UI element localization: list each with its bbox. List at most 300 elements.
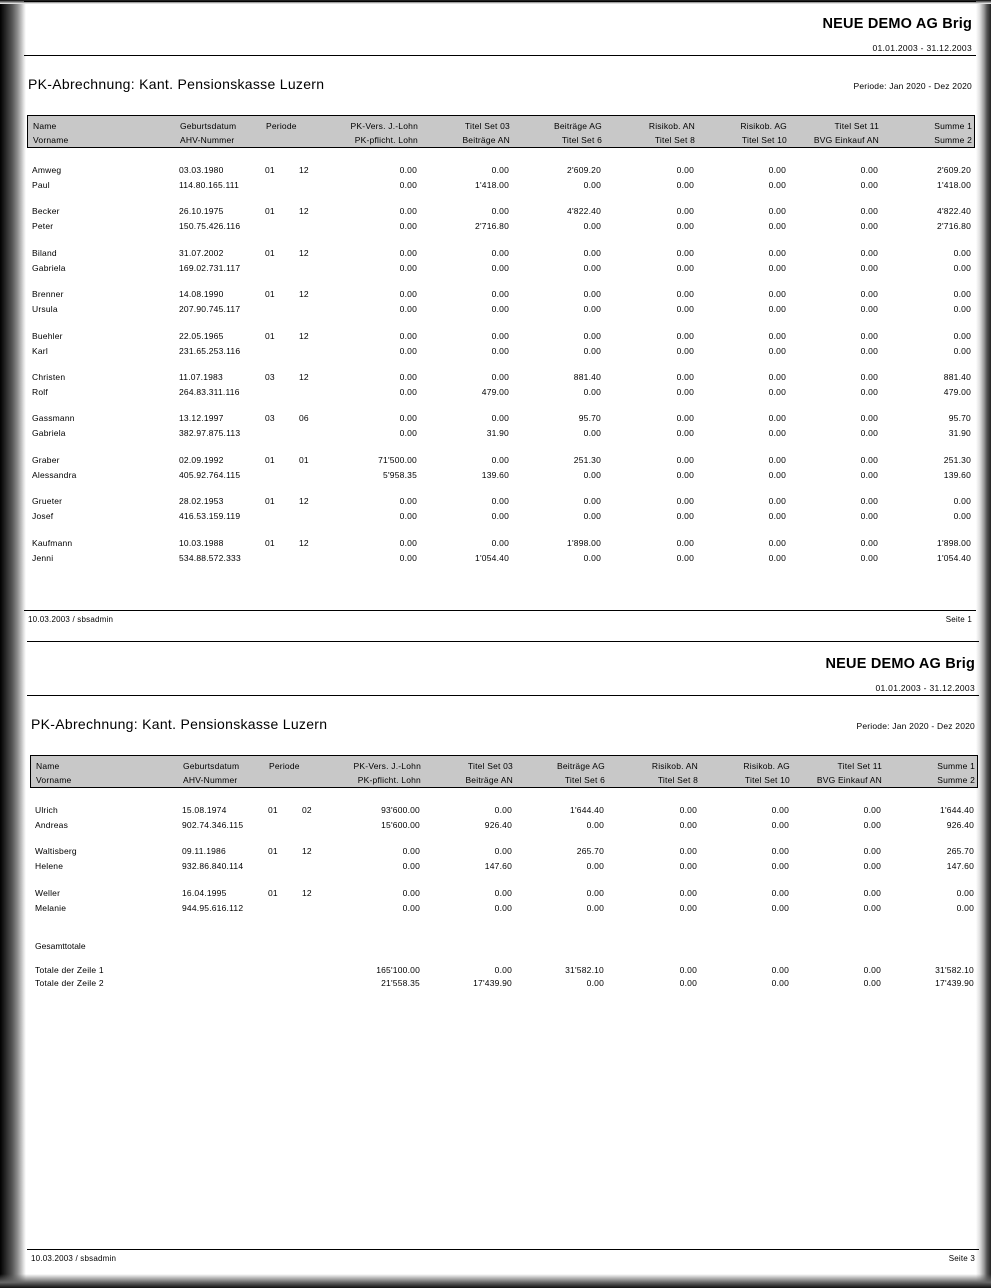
row1-value-3: 0.00 <box>679 805 697 815</box>
row2-value-3: 0.00 <box>676 553 694 563</box>
ahv-number: 416.53.159.119 <box>179 511 241 521</box>
row2-value-4: 0.00 <box>768 511 786 521</box>
total-line2-value-6: 17'439.90 <box>935 978 974 988</box>
row1-value-0: 0.00 <box>399 165 417 175</box>
employee-name: Waltisberg <box>35 846 77 856</box>
employee-name: Weller <box>35 888 61 898</box>
ahv-number: 207.90.745.117 <box>179 304 241 314</box>
row1-value-4: 0.00 <box>768 372 786 382</box>
period-from: 01 <box>268 888 278 898</box>
total-line1-label: Totale der Zeile 1 <box>35 965 104 975</box>
row2-value-6: 0.00 <box>953 511 971 521</box>
period-to: 12 <box>302 846 312 856</box>
row2-value-2: 0.00 <box>583 221 601 231</box>
row1-value-3: 0.00 <box>676 496 694 506</box>
column-header-2-9: Summe 2 <box>937 775 975 785</box>
row2-value-0: 0.00 <box>399 221 417 231</box>
total-line1-value-2: 31'582.10 <box>565 965 604 975</box>
date-range: 01.01.2003 - 31.12.2003 <box>872 43 972 53</box>
employee-firstname: Jenni <box>32 553 54 563</box>
total-line1-value-4: 0.00 <box>771 965 789 975</box>
row2-value-6: 0.00 <box>953 346 971 356</box>
row2-value-0: 0.00 <box>399 553 417 563</box>
period-from: 01 <box>265 165 275 175</box>
footer-user-date: 10.03.2003 / sbsadmin <box>31 1254 117 1263</box>
row1-value-3: 0.00 <box>676 413 694 423</box>
report-title: PK-Abrechnung: Kant. Pensionskasse Luzern <box>28 76 325 92</box>
period-from: 01 <box>265 331 275 341</box>
header-rule-bottom <box>24 55 976 56</box>
row2-value-6: 31.90 <box>948 428 971 438</box>
period-from: 03 <box>265 413 275 423</box>
row1-value-3: 0.00 <box>676 372 694 382</box>
row2-value-4: 0.00 <box>771 861 789 871</box>
row1-value-0: 0.00 <box>399 496 417 506</box>
row1-value-0: 0.00 <box>399 206 417 216</box>
employee-firstname: Paul <box>32 180 50 190</box>
row2-value-6: 926.40 <box>946 820 974 830</box>
footer-user-date: 10.03.2003 / sbsadmin <box>28 615 114 624</box>
row1-value-5: 0.00 <box>860 248 878 258</box>
row2-value-5: 0.00 <box>863 820 881 830</box>
row2-value-3: 0.00 <box>676 511 694 521</box>
row2-value-1: 1'418.00 <box>475 180 509 190</box>
column-header-2-6: Titel Set 8 <box>657 775 698 785</box>
row2-value-6: 0.00 <box>953 263 971 273</box>
employee-name: Amweg <box>32 165 62 175</box>
row1-value-1: 0.00 <box>491 289 509 299</box>
column-header-1-6: Risikob. AN <box>648 121 695 131</box>
row2-value-2: 0.00 <box>583 180 601 190</box>
row1-value-1: 0.00 <box>491 206 509 216</box>
row1-value-2: 0.00 <box>586 888 604 898</box>
period-to: 12 <box>299 165 309 175</box>
row1-value-5: 0.00 <box>860 496 878 506</box>
column-header-2-4: Beiträge AN <box>465 775 513 785</box>
column-header-1-7: Risikob. AG <box>740 121 787 131</box>
column-header-2-0: Vorname <box>36 775 72 785</box>
row1-value-5: 0.00 <box>860 289 878 299</box>
row1-value-6: 251.30 <box>943 455 971 465</box>
row2-value-0: 0.00 <box>402 903 420 913</box>
employee-firstname: Rolf <box>32 387 48 397</box>
row2-value-6: 1'418.00 <box>937 180 971 190</box>
row2-value-2: 0.00 <box>583 511 601 521</box>
row1-value-0: 0.00 <box>399 538 417 548</box>
total-line1-value-6: 31'582.10 <box>935 965 974 975</box>
row1-value-3: 0.00 <box>676 165 694 175</box>
row2-value-4: 0.00 <box>771 903 789 913</box>
row2-value-5: 0.00 <box>860 387 878 397</box>
ahv-number: 150.75.426.116 <box>179 221 241 231</box>
row2-value-6: 147.60 <box>946 861 974 871</box>
total-line2-value-1: 17'439.90 <box>473 978 512 988</box>
column-header-2-4: Beiträge AN <box>462 135 510 145</box>
row2-value-6: 0.00 <box>956 903 974 913</box>
row2-value-2: 0.00 <box>583 470 601 480</box>
row1-value-4: 0.00 <box>768 455 786 465</box>
row1-value-0: 0.00 <box>399 289 417 299</box>
row1-value-6: 881.40 <box>943 372 971 382</box>
column-header-2-9: Summe 2 <box>934 135 972 145</box>
row1-value-2: 1'644.40 <box>570 805 604 815</box>
employee-firstname: Karl <box>32 346 48 356</box>
row2-value-3: 0.00 <box>679 903 697 913</box>
row1-value-4: 0.00 <box>771 846 789 856</box>
period-from: 01 <box>265 289 275 299</box>
row2-value-5: 0.00 <box>860 180 878 190</box>
row1-value-2: 881.40 <box>573 372 601 382</box>
row2-value-0: 0.00 <box>399 346 417 356</box>
row2-value-2: 0.00 <box>586 903 604 913</box>
row2-value-1: 31.90 <box>486 428 509 438</box>
row1-value-0: 93'600.00 <box>381 805 420 815</box>
column-header-2-0: Vorname <box>33 135 69 145</box>
row1-value-6: 1'644.40 <box>940 805 974 815</box>
employee-firstname: Helene <box>35 861 64 871</box>
row2-value-2: 0.00 <box>583 304 601 314</box>
row1-value-2: 251.30 <box>573 455 601 465</box>
period-to: 12 <box>299 372 309 382</box>
period-to: 12 <box>302 888 312 898</box>
row1-value-3: 0.00 <box>676 455 694 465</box>
row2-value-5: 0.00 <box>860 304 878 314</box>
row1-value-3: 0.00 <box>676 206 694 216</box>
row1-value-5: 0.00 <box>860 331 878 341</box>
row2-value-2: 0.00 <box>586 861 604 871</box>
row2-value-4: 0.00 <box>768 553 786 563</box>
row2-value-3: 0.00 <box>676 304 694 314</box>
ahv-number: 169.02.731.117 <box>179 263 241 273</box>
row2-value-5: 0.00 <box>860 346 878 356</box>
row2-value-0: 0.00 <box>399 387 417 397</box>
employee-name: Ulrich <box>35 805 58 815</box>
footer-page-number: Seite 1 <box>945 615 972 624</box>
row2-value-2: 0.00 <box>583 553 601 563</box>
row2-value-5: 0.00 <box>860 221 878 231</box>
row2-value-5: 0.00 <box>860 511 878 521</box>
column-header-2-5: Titel Set 6 <box>561 135 602 145</box>
row1-value-1: 0.00 <box>494 805 512 815</box>
row1-value-5: 0.00 <box>860 538 878 548</box>
row1-value-2: 0.00 <box>583 331 601 341</box>
row1-value-5: 0.00 <box>860 165 878 175</box>
birth-date: 09.11.1986 <box>182 846 226 856</box>
employee-name: Buehler <box>32 331 63 341</box>
grand-total-title: Gesamttotale <box>35 941 86 951</box>
row2-value-4: 0.00 <box>768 470 786 480</box>
row1-value-6: 0.00 <box>953 496 971 506</box>
row1-value-5: 0.00 <box>860 413 878 423</box>
ahv-number: 534.88.572.333 <box>179 553 241 563</box>
row2-value-2: 0.00 <box>583 263 601 273</box>
column-header-1-1: Geburtsdatum <box>180 121 237 131</box>
row1-value-1: 0.00 <box>491 331 509 341</box>
row2-value-4: 0.00 <box>768 346 786 356</box>
column-header-2-1: AHV-Nummer <box>183 775 238 785</box>
column-header-1-9: Summe 1 <box>937 761 975 771</box>
employee-name: Grueter <box>32 496 63 506</box>
ahv-number: 932.86.840.114 <box>182 861 244 871</box>
row2-value-1: 1'054.40 <box>475 553 509 563</box>
column-header-1-8: Titel Set 11 <box>834 121 879 131</box>
row1-value-2: 4'822.40 <box>567 206 601 216</box>
row1-value-1: 0.00 <box>491 165 509 175</box>
total-line2-value-4: 0.00 <box>771 978 789 988</box>
row1-value-0: 0.00 <box>399 331 417 341</box>
row1-value-3: 0.00 <box>676 248 694 258</box>
ahv-number: 231.65.253.116 <box>179 346 241 356</box>
birth-date: 13.12.1997 <box>179 413 224 423</box>
table-header <box>30 755 978 788</box>
row1-value-1: 0.00 <box>491 455 509 465</box>
row1-value-4: 0.00 <box>771 805 789 815</box>
birth-date: 03.03.1980 <box>179 165 224 175</box>
row2-value-2: 0.00 <box>583 428 601 438</box>
employee-name: Becker <box>32 206 60 216</box>
row1-value-6: 0.00 <box>953 289 971 299</box>
row1-value-1: 0.00 <box>491 248 509 258</box>
birth-date: 02.09.1992 <box>179 455 224 465</box>
column-header-2-8: BVG Einkauf AN <box>816 775 882 785</box>
row2-value-5: 0.00 <box>863 903 881 913</box>
row2-value-6: 0.00 <box>953 304 971 314</box>
row1-value-6: 4'822.40 <box>937 206 971 216</box>
row2-value-1: 0.00 <box>491 263 509 273</box>
frame-shadow-bottom <box>0 1274 991 1288</box>
row1-value-1: 0.00 <box>491 496 509 506</box>
report-period: Periode: Jan 2020 - Dez 2020 <box>853 81 972 91</box>
column-header-1-6: Risikob. AN <box>651 761 698 771</box>
employee-firstname: Alessandra <box>32 470 77 480</box>
birth-date: 26.10.1975 <box>179 206 224 216</box>
row1-value-2: 2'609.20 <box>567 165 601 175</box>
employee-name: Gassmann <box>32 413 75 423</box>
total-line2-value-2: 0.00 <box>586 978 604 988</box>
row1-value-4: 0.00 <box>768 331 786 341</box>
total-line1-value-5: 0.00 <box>863 965 881 975</box>
date-range: 01.01.2003 - 31.12.2003 <box>875 683 975 693</box>
row1-value-2: 0.00 <box>583 248 601 258</box>
row2-value-0: 0.00 <box>399 511 417 521</box>
row1-value-5: 0.00 <box>860 206 878 216</box>
row2-value-1: 0.00 <box>491 511 509 521</box>
column-header-1-3: PK-Vers. J.-Lohn <box>350 121 418 131</box>
row2-value-0: 0.00 <box>399 180 417 190</box>
column-header-1-0: Name <box>36 761 60 771</box>
row2-value-1: 0.00 <box>494 903 512 913</box>
total-line2-value-3: 0.00 <box>679 978 697 988</box>
row1-value-1: 0.00 <box>491 413 509 423</box>
row2-value-1: 479.00 <box>481 387 509 397</box>
row1-value-1: 0.00 <box>494 846 512 856</box>
row1-value-2: 0.00 <box>583 496 601 506</box>
row2-value-3: 0.00 <box>676 221 694 231</box>
row1-value-4: 0.00 <box>771 888 789 898</box>
employee-firstname: Melanie <box>35 903 67 913</box>
row2-value-4: 0.00 <box>768 263 786 273</box>
employee-name: Christen <box>32 372 66 382</box>
row1-value-0: 0.00 <box>399 248 417 258</box>
report-title: PK-Abrechnung: Kant. Pensionskasse Luzern <box>31 716 328 732</box>
period-to: 01 <box>299 455 309 465</box>
row1-value-3: 0.00 <box>676 289 694 299</box>
row2-value-6: 2'716.80 <box>937 221 971 231</box>
row2-value-6: 139.60 <box>943 470 971 480</box>
column-header-1-8: Titel Set 11 <box>837 761 882 771</box>
row1-value-1: 0.00 <box>494 888 512 898</box>
row1-value-6: 95.70 <box>948 413 971 423</box>
row2-value-5: 0.00 <box>860 553 878 563</box>
column-header-2-1: AHV-Nummer <box>180 135 235 145</box>
row2-value-0: 5'958.35 <box>383 470 417 480</box>
row1-value-2: 95.70 <box>578 413 601 423</box>
column-header-1-4: Titel Set 03 <box>467 761 513 771</box>
period-to: 12 <box>299 538 309 548</box>
employee-firstname: Ursula <box>32 304 58 314</box>
row1-value-0: 0.00 <box>399 372 417 382</box>
row1-value-6: 0.00 <box>953 248 971 258</box>
row1-value-4: 0.00 <box>768 248 786 258</box>
birth-date: 11.07.1983 <box>179 372 223 382</box>
row1-value-4: 0.00 <box>768 538 786 548</box>
row2-value-4: 0.00 <box>768 180 786 190</box>
row1-value-6: 2'609.20 <box>937 165 971 175</box>
row1-value-4: 0.00 <box>768 165 786 175</box>
row1-value-1: 0.00 <box>491 372 509 382</box>
row1-value-4: 0.00 <box>768 413 786 423</box>
period-from: 01 <box>268 846 278 856</box>
row1-value-5: 0.00 <box>860 372 878 382</box>
employee-name: Graber <box>32 455 60 465</box>
header-rule-bottom <box>27 695 979 696</box>
ahv-number: 944.95.616.112 <box>182 903 244 913</box>
row1-value-4: 0.00 <box>768 496 786 506</box>
birth-date: 15.08.1974 <box>182 805 227 815</box>
row2-value-1: 147.60 <box>484 861 512 871</box>
period-from: 01 <box>265 248 275 258</box>
report-page-1 <box>24 0 976 632</box>
report-period: Periode: Jan 2020 - Dez 2020 <box>856 721 975 731</box>
column-header-1-5: Beiträge AG <box>556 761 605 771</box>
row2-value-2: 0.00 <box>583 387 601 397</box>
row2-value-3: 0.00 <box>676 346 694 356</box>
row2-value-1: 926.40 <box>484 820 512 830</box>
row2-value-0: 0.00 <box>399 304 417 314</box>
total-line2-value-0: 21'558.35 <box>381 978 420 988</box>
employee-firstname: Peter <box>32 221 54 231</box>
row1-value-6: 0.00 <box>956 888 974 898</box>
row2-value-3: 0.00 <box>676 428 694 438</box>
row2-value-4: 0.00 <box>768 304 786 314</box>
row1-value-4: 0.00 <box>768 289 786 299</box>
period-to: 12 <box>299 496 309 506</box>
row1-value-5: 0.00 <box>863 888 881 898</box>
header-rule-top <box>24 1 976 2</box>
row1-value-5: 0.00 <box>863 805 881 815</box>
column-header-1-9: Summe 1 <box>934 121 972 131</box>
row1-value-0: 71'500.00 <box>378 455 417 465</box>
column-header-2-8: BVG Einkauf AN <box>813 135 879 145</box>
ahv-number: 114.80.165.111 <box>179 180 239 190</box>
total-line1-value-1: 0.00 <box>494 965 512 975</box>
column-header-1-0: Name <box>33 121 57 131</box>
row1-value-0: 0.00 <box>399 413 417 423</box>
employee-firstname: Gabriela <box>32 428 66 438</box>
period-from: 01 <box>265 496 275 506</box>
row2-value-0: 0.00 <box>399 428 417 438</box>
column-header-2-6: Titel Set 8 <box>654 135 695 145</box>
row2-value-3: 0.00 <box>676 180 694 190</box>
total-line2-label: Totale der Zeile 2 <box>35 978 104 988</box>
row1-value-0: 0.00 <box>402 846 420 856</box>
row2-value-5: 0.00 <box>860 470 878 480</box>
ahv-number: 382.97.875.113 <box>179 428 241 438</box>
period-to: 02 <box>302 805 312 815</box>
period-from: 01 <box>265 206 275 216</box>
row1-value-0: 0.00 <box>402 888 420 898</box>
row2-value-0: 0.00 <box>399 263 417 273</box>
column-header-2-7: Titel Set 10 <box>741 135 787 145</box>
row1-value-2: 265.70 <box>576 846 604 856</box>
row1-value-2: 1'898.00 <box>567 538 601 548</box>
row2-value-3: 0.00 <box>676 263 694 273</box>
row1-value-4: 0.00 <box>768 206 786 216</box>
total-line2-value-5: 0.00 <box>863 978 881 988</box>
period-from: 01 <box>268 805 278 815</box>
period-to: 12 <box>299 248 309 258</box>
column-header-2-3: PK-pflicht. Lohn <box>354 135 418 145</box>
row2-value-3: 0.00 <box>676 387 694 397</box>
row2-value-2: 0.00 <box>583 346 601 356</box>
row2-value-0: 15'600.00 <box>381 820 420 830</box>
row2-value-5: 0.00 <box>863 861 881 871</box>
total-line1-value-3: 0.00 <box>679 965 697 975</box>
row2-value-5: 0.00 <box>860 263 878 273</box>
birth-date: 28.02.1953 <box>179 496 224 506</box>
employee-name: Biland <box>32 248 57 258</box>
column-header-1-3: PK-Vers. J.-Lohn <box>353 761 421 771</box>
header-rule-top <box>27 641 979 642</box>
row2-value-0: 0.00 <box>402 861 420 871</box>
row1-value-3: 0.00 <box>676 538 694 548</box>
period-to: 12 <box>299 289 309 299</box>
employee-firstname: Gabriela <box>32 263 66 273</box>
report-page-3 <box>27 640 979 1270</box>
row1-value-6: 265.70 <box>946 846 974 856</box>
ahv-number: 902.74.346.115 <box>182 820 244 830</box>
ahv-number: 405.92.764.115 <box>179 470 241 480</box>
column-header-1-2: Periode <box>266 121 297 131</box>
period-from: 03 <box>265 372 275 382</box>
total-line1-value-0: 165'100.00 <box>376 965 420 975</box>
company-name: NEUE DEMO AG Brig <box>825 656 975 672</box>
column-header-2-7: Titel Set 10 <box>744 775 790 785</box>
employee-firstname: Andreas <box>35 820 69 830</box>
row2-value-4: 0.00 <box>771 820 789 830</box>
birth-date: 22.05.1965 <box>179 331 224 341</box>
column-header-2-5: Titel Set 6 <box>564 775 605 785</box>
row1-value-2: 0.00 <box>583 289 601 299</box>
period-from: 01 <box>265 538 275 548</box>
ahv-number: 264.83.311.116 <box>179 387 240 397</box>
row2-value-1: 139.60 <box>481 470 509 480</box>
row1-value-3: 0.00 <box>679 888 697 898</box>
row1-value-1: 0.00 <box>491 538 509 548</box>
column-header-1-1: Geburtsdatum <box>183 761 240 771</box>
birth-date: 14.08.1990 <box>179 289 224 299</box>
row1-value-5: 0.00 <box>860 455 878 465</box>
